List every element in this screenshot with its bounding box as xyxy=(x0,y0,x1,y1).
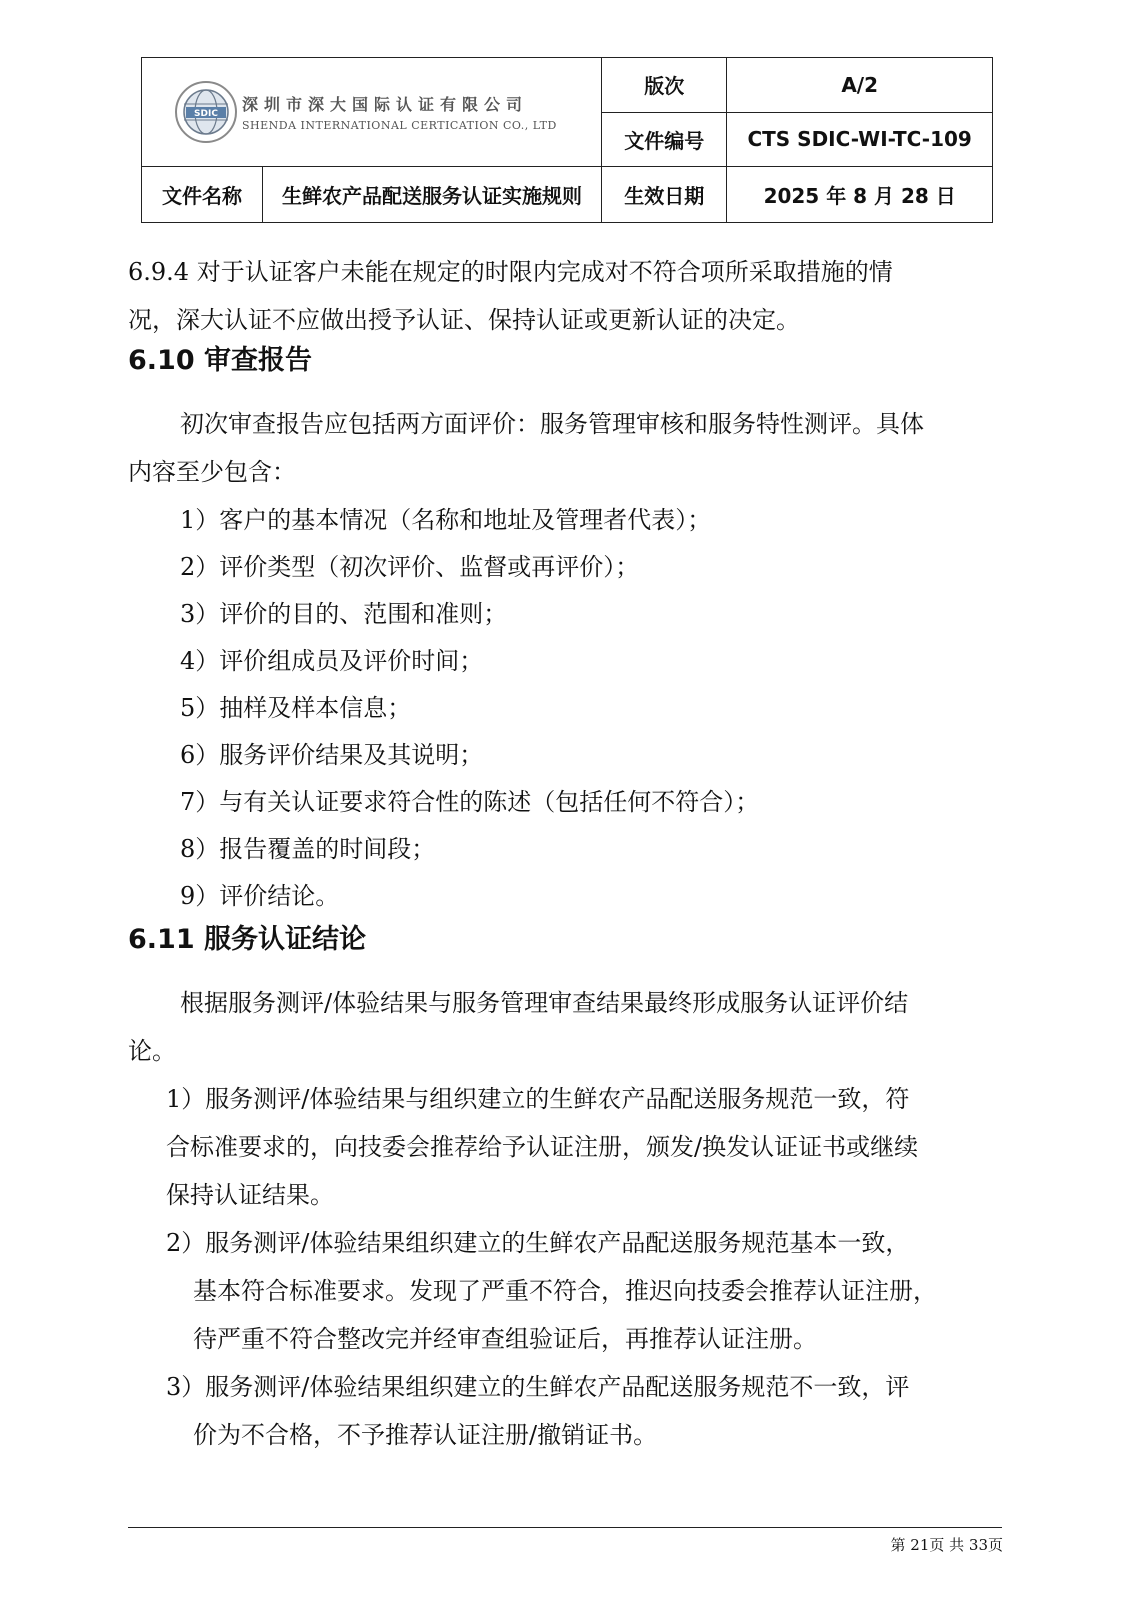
footer-divider xyxy=(128,1527,1002,1528)
list-item: 9）评价结论。 xyxy=(180,882,340,910)
doc-name-cell xyxy=(142,167,602,223)
paragraph-6-9-4-line-2: 况，深大认证不应做出授予认证、保持认证或更新认证的决定。 xyxy=(128,306,800,334)
paragraph-6-11-line-1: 根据服务测评/体验结果与服务管理审查结果最终形成服务认证评价结 xyxy=(180,989,909,1017)
paragraph-6-10-line-1: 初次审查报告应包括两方面评价：服务管理审核和服务特性测评。具体 xyxy=(180,410,924,438)
conclusion-3-line-2: 价为不合格，不予推荐认证注册/撤销证书。 xyxy=(193,1421,658,1449)
version-label: 版次 xyxy=(602,58,727,113)
paragraph-6-11-line-2: 论。 xyxy=(128,1037,176,1065)
logo-cell xyxy=(142,58,602,167)
list-item: 8）报告覆盖的时间段； xyxy=(180,835,436,863)
doc-name-label: 文件名称 xyxy=(142,167,263,222)
conclusion-2-line-2: 基本符合标准要求。发现了严重不符合，推迟向技委会推荐认证注册， xyxy=(193,1277,937,1305)
list-item: 4）评价组成员及评价时间； xyxy=(180,647,484,675)
heading-6-10: 6.10 审查报告 xyxy=(128,345,313,376)
paragraph-6-10-line-2: 内容至少包含： xyxy=(128,458,296,486)
list-item: 5）抽样及样本信息； xyxy=(180,694,412,722)
conclusion-1-line-2: 合标准要求的，向技委会推荐给予认证注册，颁发/换发认证证书或继续 xyxy=(166,1133,919,1161)
logo-mark-text: SDIC xyxy=(194,109,218,119)
version-value: A/2 xyxy=(727,58,993,113)
paragraph-6-9-4-line-1: 6.9.4 对于认证客户未能在规定的时限内完成对不符合项所采取措施的情 xyxy=(128,258,893,286)
page-number: 第 21页 共 33页 xyxy=(890,1536,1003,1554)
doc-number-label: 文件编号 xyxy=(602,112,727,167)
header-table xyxy=(141,57,993,223)
list-item: 1）客户的基本情况（名称和地址及管理者代表）； xyxy=(180,506,712,534)
heading-6-11: 6.11 服务认证结论 xyxy=(128,924,367,955)
list-item: 7）与有关认证要求符合性的陈述（包括任何不符合）； xyxy=(180,788,760,816)
effective-date-value: 2025 年 8 月 28 日 xyxy=(727,167,993,223)
list-item: 6）服务评价结果及其说明； xyxy=(180,741,484,769)
doc-name-value: 生鲜农产品配送服务认证实施规则 xyxy=(282,184,583,208)
conclusion-1-line-1: 1）服务测评/体验结果与组织建立的生鲜农产品配送服务规范一致，符 xyxy=(166,1085,910,1113)
list-item: 3）评价的目的、范围和准则； xyxy=(180,600,508,628)
effective-date-label: 生效日期 xyxy=(602,167,727,223)
conclusion-3-line-1: 3）服务测评/体验结果组织建立的生鲜农产品配送服务规范不一致，评 xyxy=(166,1373,910,1401)
company-logo-icon xyxy=(174,80,238,144)
conclusion-2-line-3: 待严重不符合整改完并经审查组验证后，再推荐认证注册。 xyxy=(193,1325,817,1353)
list-item: 2）评价类型（初次评价、监督或再评价）； xyxy=(180,553,640,581)
company-name-en: SHENDA INTERNATIONAL CERTICATION CO., LTD xyxy=(242,119,557,132)
conclusion-1-line-3: 保持认证结果。 xyxy=(166,1181,334,1209)
doc-number-value: CTS SDIC-WI-TC-109 xyxy=(727,112,993,167)
company-name-cn: 深圳市深大国际认证有限公司 xyxy=(242,95,529,114)
conclusion-2-line-1: 2）服务测评/体验结果组织建立的生鲜农产品配送服务规范基本一致， xyxy=(166,1229,910,1257)
